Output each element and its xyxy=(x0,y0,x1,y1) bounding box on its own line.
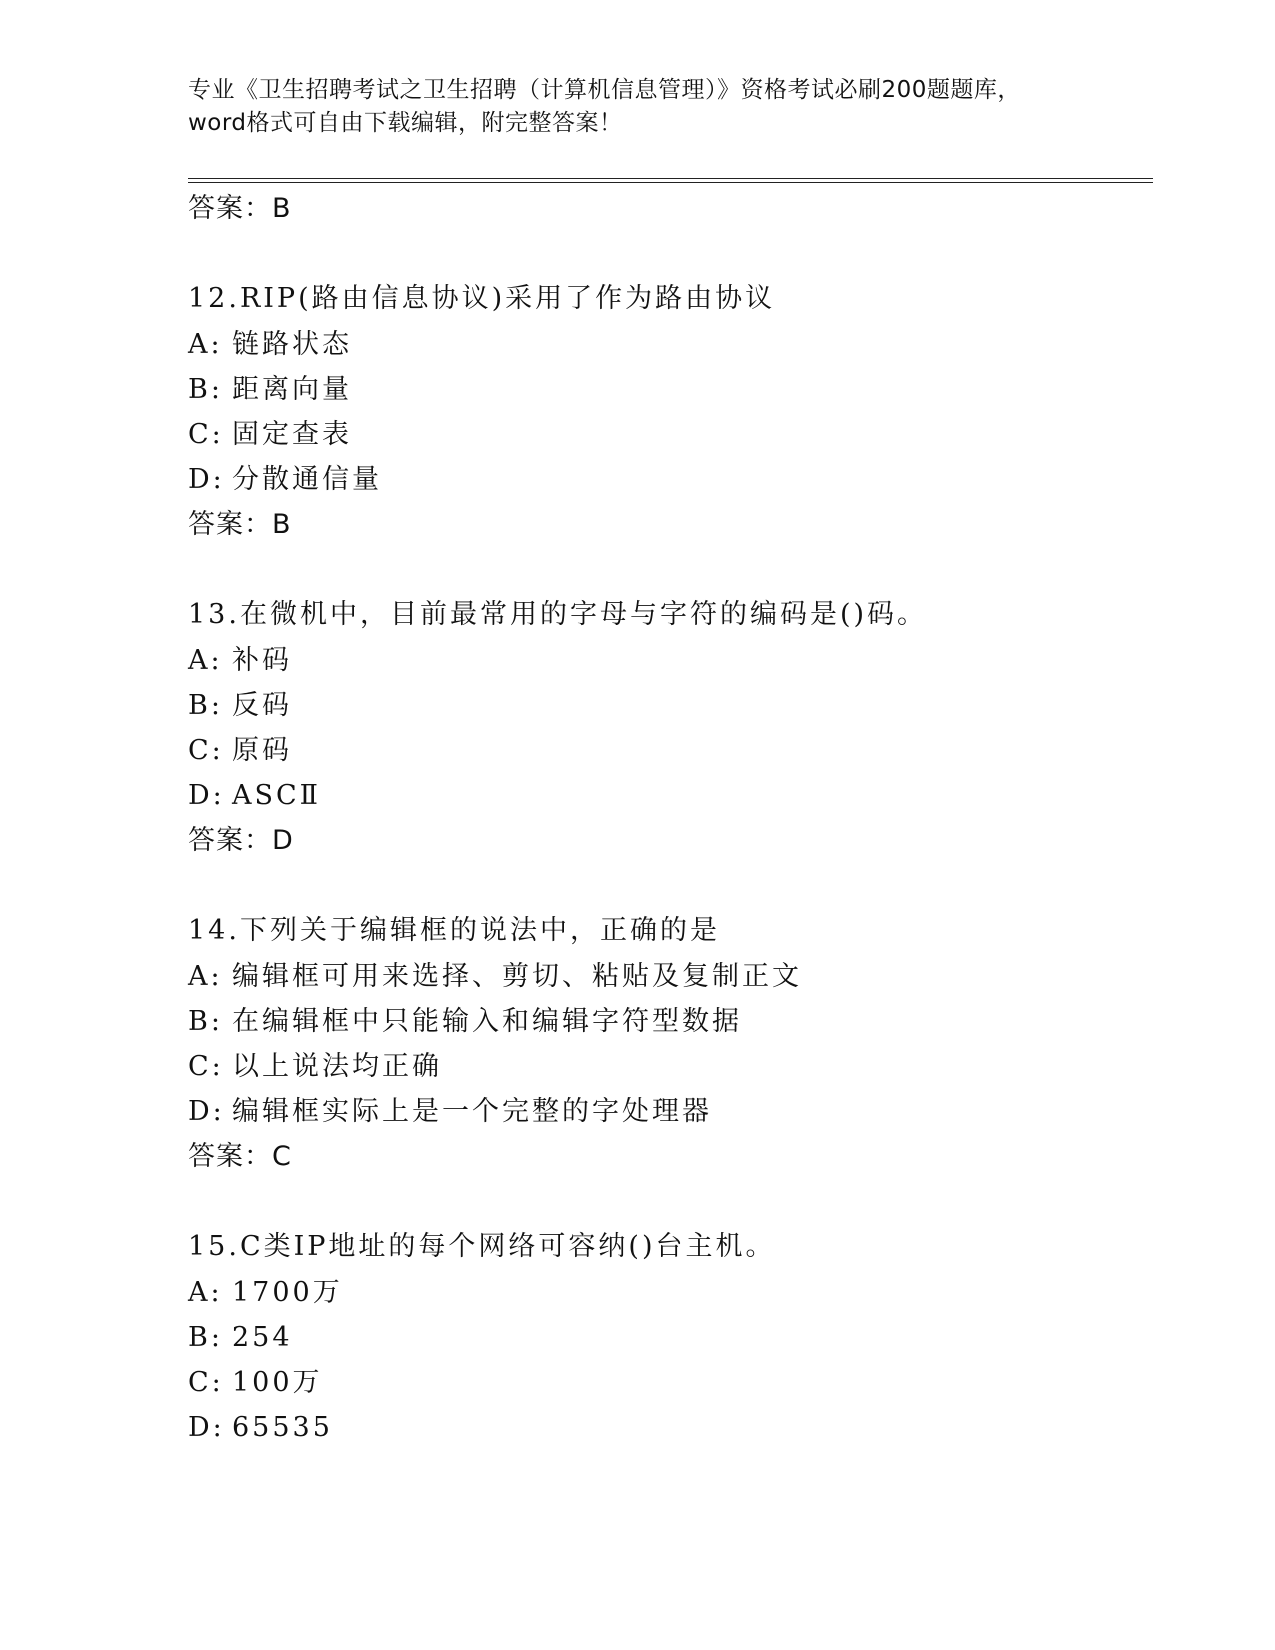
option-text: 原码 xyxy=(232,735,292,766)
option-label: C: xyxy=(188,1367,224,1398)
header-line-1: 专业《卫生招聘考试之卫生招聘（计算机信息管理）》资格考试必刷200题题库， xyxy=(188,77,1021,103)
question-block xyxy=(188,276,1148,548)
option-d xyxy=(188,1405,1148,1450)
option-label: D: xyxy=(188,464,225,495)
option-a xyxy=(188,1270,1148,1315)
option-text: 补码 xyxy=(232,645,292,676)
option-label: D: xyxy=(188,780,225,811)
option-label: D: xyxy=(188,1412,225,1443)
option-text: 以上说法均正确 xyxy=(232,1051,442,1082)
option-a xyxy=(188,322,1148,367)
option-label: C: xyxy=(188,735,224,766)
option-b xyxy=(188,1315,1148,1360)
option-label: A: xyxy=(188,329,223,360)
answer-line: 答案：B xyxy=(188,509,292,540)
answer-line: 答案：B xyxy=(188,193,292,224)
option-b xyxy=(188,683,1148,728)
option-label: D: xyxy=(188,1096,225,1127)
option-text: 距离向量 xyxy=(232,374,352,405)
option-d xyxy=(188,773,1148,818)
answer-line: 答案：C xyxy=(188,1141,292,1172)
option-label: A: xyxy=(188,961,223,992)
question-text: 15.C类IP地址的每个网络可容纳()台主机。 xyxy=(188,1231,776,1262)
option-d xyxy=(188,1089,1148,1134)
answer-line: 答案：D xyxy=(188,825,294,856)
option-c xyxy=(188,728,1148,773)
option-label: B: xyxy=(188,374,223,405)
option-text: 分散通信量 xyxy=(232,464,382,495)
question-text: 12.RIP(路由信息协议)采用了作为路由协议 xyxy=(188,283,776,314)
option-text: 65535 xyxy=(232,1412,333,1443)
option-b xyxy=(188,367,1148,412)
option-a xyxy=(188,638,1148,683)
option-text: 在编辑框中只能输入和编辑字符型数据 xyxy=(232,1006,742,1037)
option-label: A: xyxy=(188,1277,223,1308)
option-label: B: xyxy=(188,690,223,721)
option-d xyxy=(188,457,1148,502)
option-label: A: xyxy=(188,645,223,676)
option-text: ASCⅡ xyxy=(232,780,322,811)
option-label: C: xyxy=(188,1051,224,1082)
option-text: 254 xyxy=(232,1322,293,1353)
question-block xyxy=(188,592,1148,864)
question-block xyxy=(188,908,1148,1180)
header-divider xyxy=(188,178,1153,183)
option-b xyxy=(188,999,1148,1044)
option-text: 1700万 xyxy=(232,1277,343,1308)
option-text: 固定查表 xyxy=(232,419,352,450)
option-c xyxy=(188,1360,1148,1405)
option-text: 100万 xyxy=(232,1367,323,1398)
option-a xyxy=(188,954,1148,999)
option-c xyxy=(188,1044,1148,1089)
header-line-2: word格式可自由下载编辑，附完整答案！ xyxy=(188,110,623,136)
question-block xyxy=(188,1224,1148,1450)
option-label: B: xyxy=(188,1322,223,1353)
option-text: 链路状态 xyxy=(232,329,352,360)
option-text: 反码 xyxy=(232,690,292,721)
question-text: 14.下列关于编辑框的说法中，正确的是 xyxy=(188,915,720,946)
option-text: 编辑框实际上是一个完整的字处理器 xyxy=(232,1096,712,1127)
question-text: 13.在微机中，目前最常用的字母与字符的编码是()码。 xyxy=(188,599,928,630)
option-text: 编辑框可用来选择、剪切、粘贴及复制正文 xyxy=(232,961,802,992)
option-label: C: xyxy=(188,419,224,450)
document-header xyxy=(188,74,1148,140)
document-body xyxy=(188,186,1148,1450)
option-c xyxy=(188,412,1148,457)
option-label: B: xyxy=(188,1006,223,1037)
